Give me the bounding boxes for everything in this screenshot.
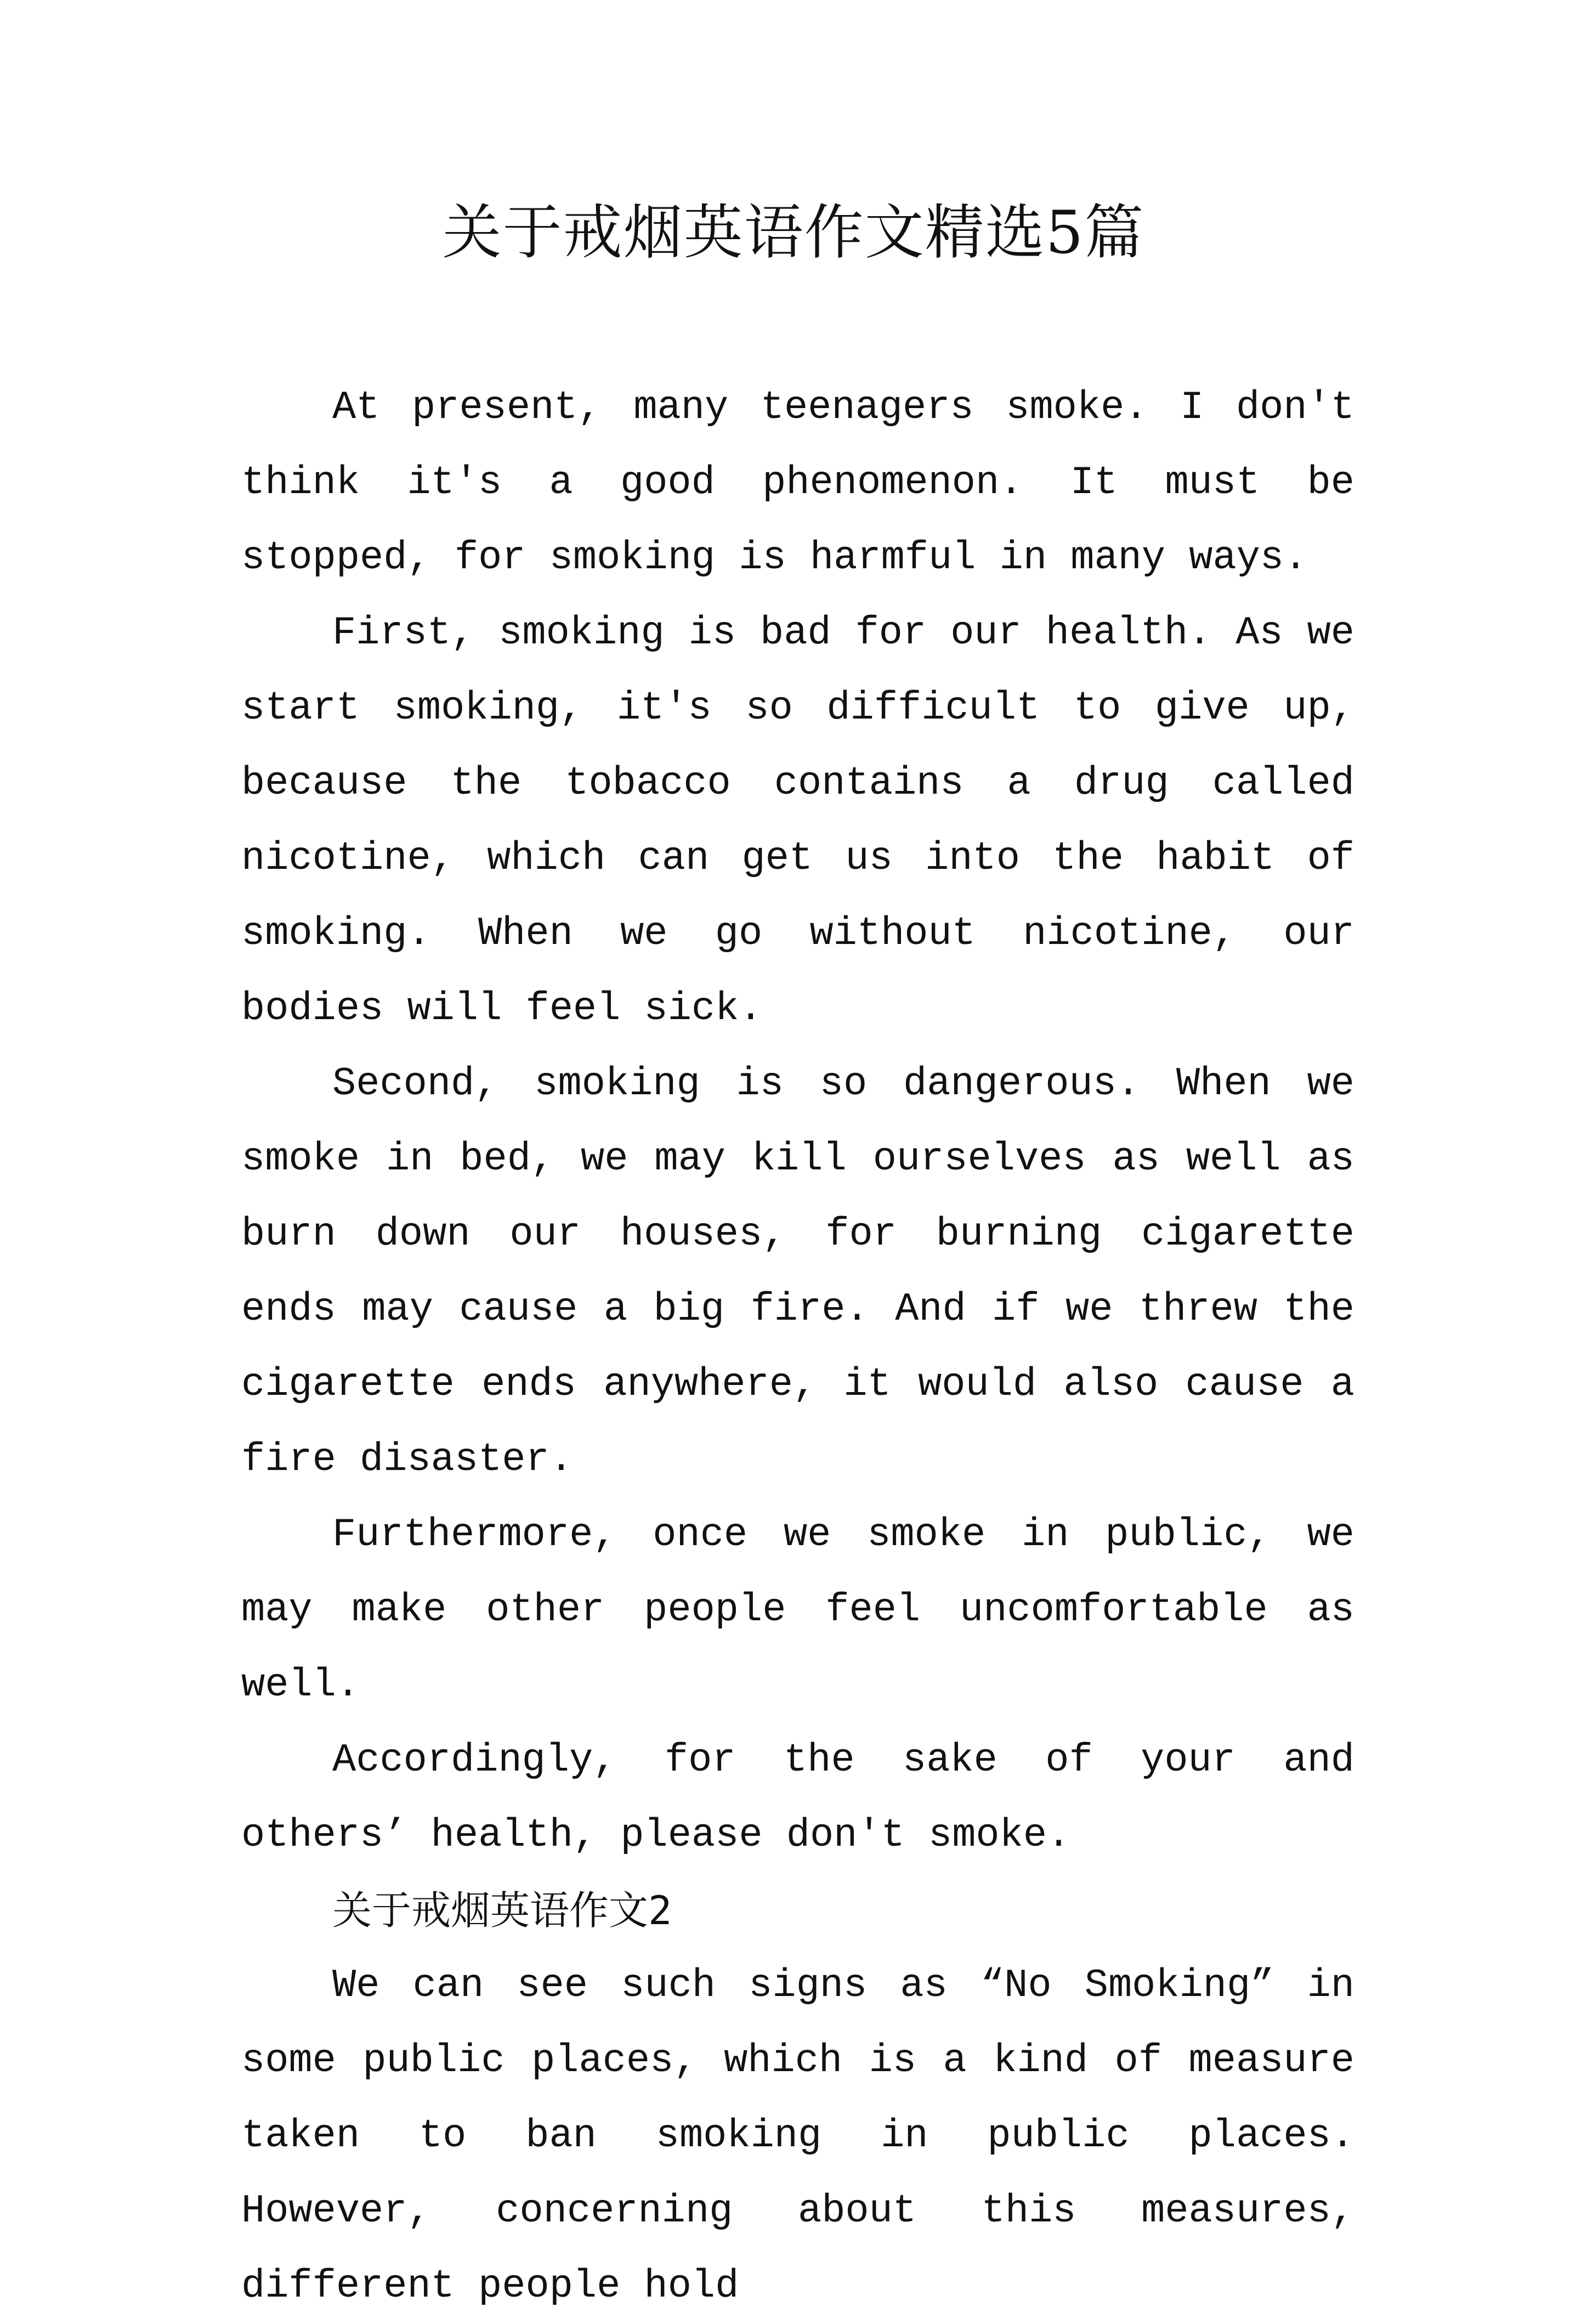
section-heading: 关于戒烟英语作文2 — [332, 1887, 672, 1933]
paragraph-5: Accordingly, for the sake of your and others’ health, please don't smoke. — [241, 1738, 1354, 1858]
paragraph-3: Second, smoking is so dangerous. When we smoke in bed, we may kill ourselves as well as burn down our houses, for burning cigarette ends may cause a big fire. And if we threw the cigarette ends anywhere, it would also cause a fire disaster. — [241, 1061, 1354, 1482]
section-paragraph-1: We can see such signs as “No Smoking” in some public places, which is a kind of measure taken to ban smoking in public places. However, concerning about this measures, different people hold — [241, 1963, 1354, 2309]
document-body — [241, 370, 1354, 2324]
document-title: 关于戒烟英语作文精选5篇 — [442, 199, 1145, 267]
paragraph-1: At present, many teenagers smoke. I don't think it's a good phenomenon. It must be stopped, for smoking is harmful in many ways. — [241, 385, 1354, 580]
paragraph-2: First, smoking is bad for our health. As we start smoking, it's so difficult to give up, because the tobacco contains a drug called nicotine, which can get us into the habit of smoking. When we go without nicotine, our bodies will feel sick. — [241, 610, 1354, 1031]
paragraph-4: Furthermore, once we smoke in public, we may make other people feel uncomfortable as well. — [241, 1512, 1354, 1707]
